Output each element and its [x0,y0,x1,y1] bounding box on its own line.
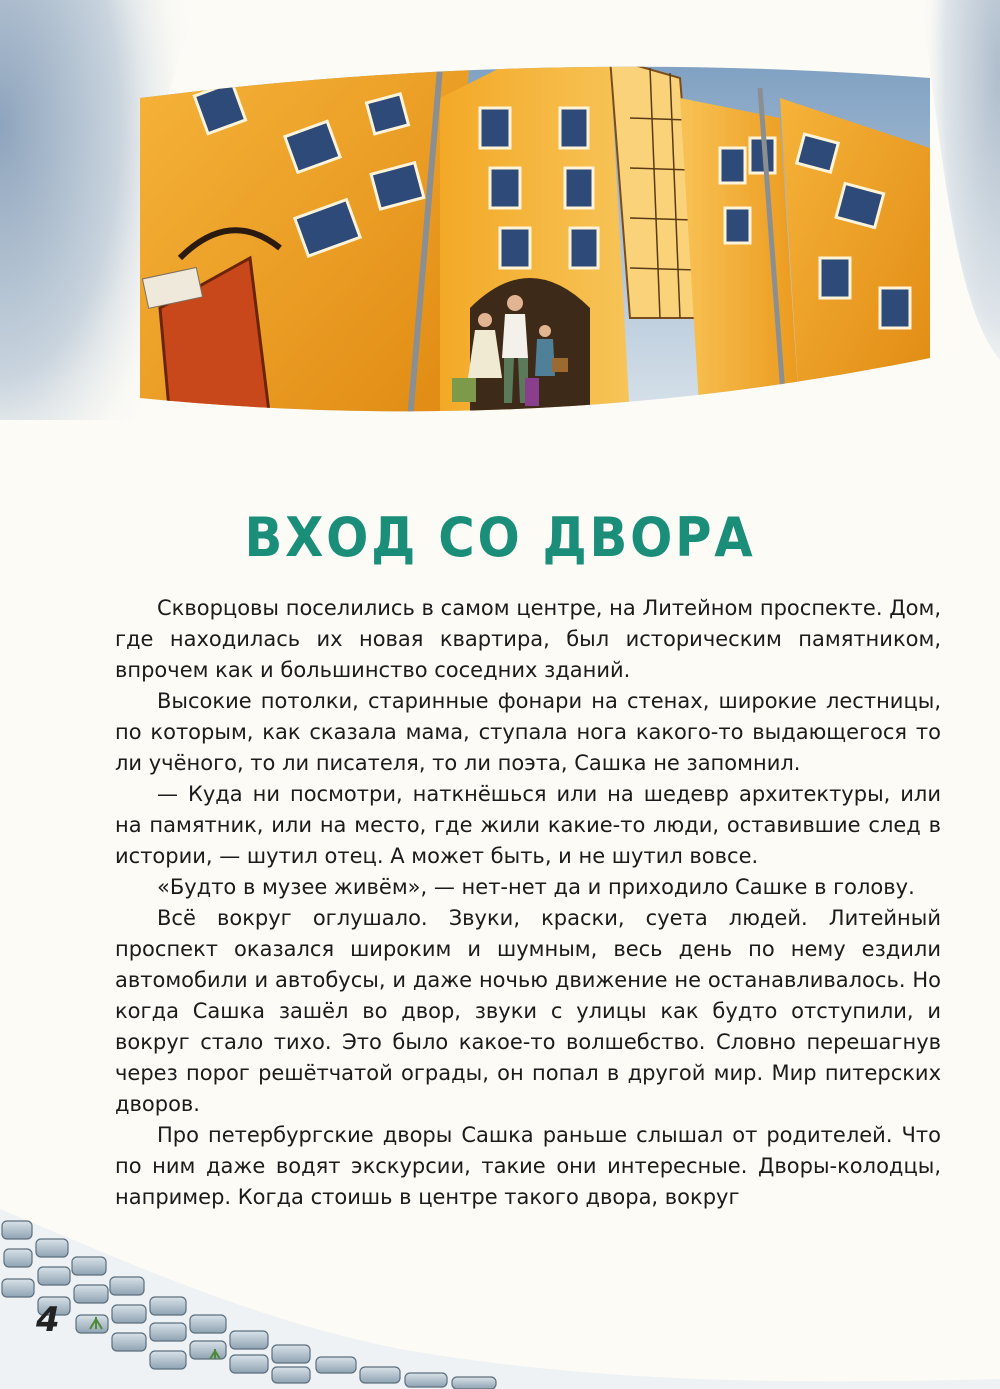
chapter-title: ВХОД СО ДВОРА [244,506,756,570]
paragraph: Про петербургские дворы Сашка раньше слышал от родителей. Что по ним даже водят экскурсии, такие они интересные. Дворы-колодцы, например. Когда стоишь в центре такого двора, вокруг [115,1123,941,1209]
paragraph: Скворцовы поселились в самом центре, на Литейном проспекте. Дом, где находилась их новая квартира, был историческим памятником, впрочем как и большинство соседних зданий. [115,596,941,682]
paragraph: — Куда ни посмотри, наткнёшься или на шедевр архитектуры, или на памятник, или на место, где жили какие-то люди, оставившие след в истории, — шутил отец. А может быть, и не шутил вовсе. [115,782,941,868]
chapter-body [115,593,941,1213]
paragraph: Высокие потолки, старинные фонари на стенах, широкие лестницы, по которым, как сказала мама, ступала нога какого-то выдающегося то ли учёного, то ли писателя, то ли поэта, Сашка не запомнил. [115,689,941,775]
paragraph: Всё вокруг оглушало. Звуки, краски, суета людей. Литейный проспект оказался широким и шумным, весь день по нему ездили автомобили и автобусы, и даже ночью движение не останавливалось. Но когда Сашка зашёл во двор, звуки с улицы как будто отступили, и вокруг стало тихо. Это было какое-то волшебство. Словно перешагнув через порог решётчатой ограды, он попал в другой мир. Мир питерских дворов. [115,906,941,1116]
cobblestone-decoration [0,1199,1000,1389]
courtyard-illustration [140,58,930,420]
paragraph: «Будто в музее живём», — нет-нет да и приходило Сашке в голову. [157,875,915,899]
page-number: 4 [36,1300,60,1340]
